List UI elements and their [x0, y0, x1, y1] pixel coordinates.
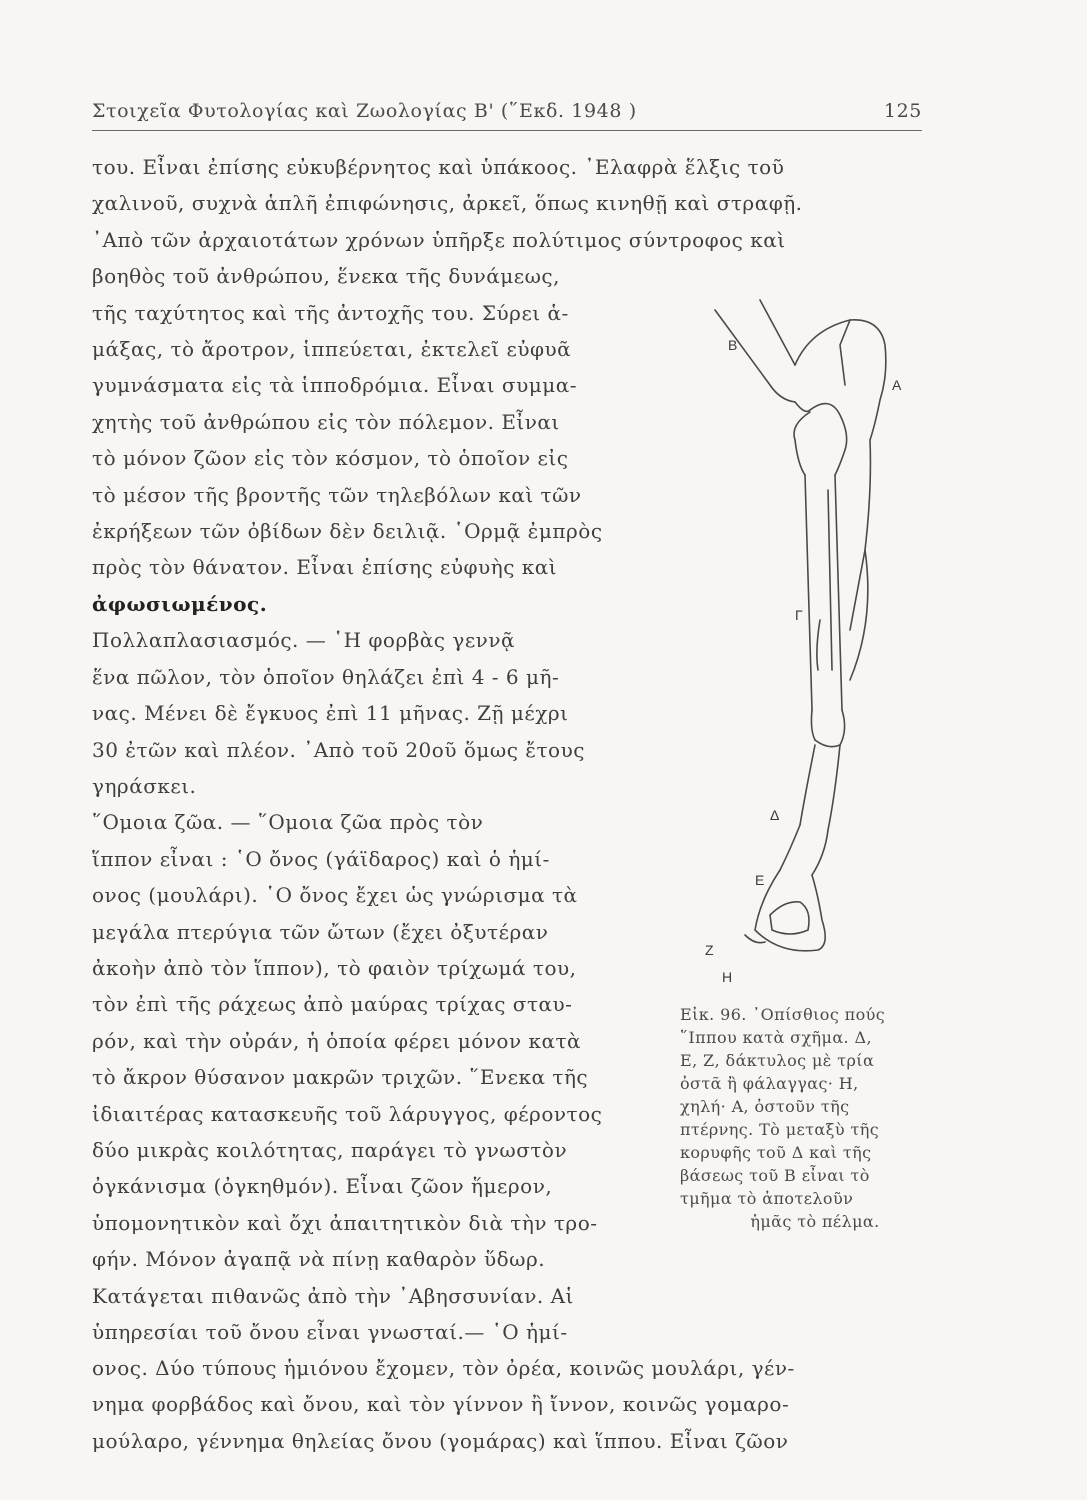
text-line: μεγάλα πτερύγια τῶν ὤτων (ἔχει ὀξυτέραν: [92, 919, 549, 944]
bone-outline: [715, 300, 886, 951]
text-line: ἕνα πῶλον, τὸν ὁποῖον θηλάζει ἐπὶ 4 - 6 μῆ-: [92, 664, 560, 689]
label-h: Η: [722, 969, 733, 985]
section-heading-line: ῞Ομοια ζῶα. — ῞Ομοια ζῶα πρὸς τὸν: [92, 810, 484, 835]
text-line: ᾿Απὸ τῶν ἀρχαιοτάτων χρόνων ὑπῆρξε πολύτιμος σύντροφος καὶ: [92, 227, 786, 252]
text-line: νας. Μένει δὲ ἔγκυος ἐπὶ 11 μῆνας. Ζῇ μέχρι: [92, 701, 569, 726]
header-title: Στοιχεῖα Φυτολογίας καὶ Ζωολογίας Β' (῞Εκδ. 1948 ): [92, 100, 637, 122]
caption-line: βάσεως τοῦ Β εἶναι τὸ: [680, 1166, 870, 1185]
label-a: Α: [892, 377, 902, 393]
text-line: ὀγκάνισμα (ὀγκηθμόν). Εἶναι ζῶον ἥμερον,: [92, 1174, 553, 1199]
text-line: ἰδιαιτέρας κατασκευῆς τοῦ λάρυγγος, φέροντος: [92, 1101, 603, 1126]
label-e: Ε: [755, 872, 765, 888]
text-line: τῆς ταχύτητος καὶ τῆς ἀντοχῆς του. Σύρει ἁ-: [92, 300, 569, 325]
text-line: ονος. Δύο τύπους ἡμιόνου ἔχομεν, τὸν ὀρέα, κοινῶς μουλάρι, γέν-: [92, 1356, 795, 1380]
figure-caption: [680, 1003, 950, 1233]
text-line: 30 ἐτῶν καὶ πλέον. ᾿Απὸ τοῦ 20οῦ ὅμως ἔτους: [92, 737, 585, 762]
text-line: ρόν, καὶ τὴν οὐράν, ἡ ὁποία φέρει μόνον κατὰ: [92, 1028, 582, 1053]
text-line: φήν. Μόνον ἀγαπᾷ νὰ πίνῃ καθαρὸν ὕδωρ.: [92, 1247, 546, 1272]
text-line: ἀκοὴν ἀπὸ τὸν ἵππον), τὸ φαιὸν τρίχωμά του,: [92, 955, 577, 980]
label-d: Δ: [770, 807, 780, 823]
text-line: τὸν ἐπὶ τῆς ράχεως ἀπὸ μαύρας τρίχας σταυ-: [92, 992, 573, 1017]
caption-line: Ε, Ζ, δάκτυλος μὲ τρία: [680, 1051, 875, 1070]
text-line: γηράσκει.: [92, 773, 197, 798]
text-line: τὸ μέσον τῆς βροντῆς τῶν τηλεβόλων καὶ τῶν: [92, 482, 582, 507]
text-line: πρὸς τὸν θάνατον. Εἶναι ἐπίσης εὐφυὴς καὶ: [92, 555, 558, 580]
label-z: Ζ: [705, 942, 714, 958]
caption-line: πτέρνης. Τὸ μεταξὺ τῆς: [680, 1120, 880, 1139]
text-line: μούλαρο, γέννημα θηλείας ὄνου (γομάρας) καὶ ἵππου. Εἶναι ζῶον: [92, 1428, 789, 1453]
caption-line: ῞Ιππου κατὰ σχῆμα. Δ,: [680, 1028, 872, 1047]
text-line: τὸ μόνον ζῶον εἰς τὸν κόσμον, τὸ ὁποῖον εἰς: [92, 446, 569, 471]
full-width-text: [92, 1350, 942, 1459]
text-line: χητὴς τοῦ ἀνθρώπου εἰς τὸν πόλεμον. Εἶναι: [92, 409, 560, 434]
text-line: δύο μικρὰς κοιλότητας, παράγει τὸ γνωστὸν: [92, 1137, 568, 1162]
text-line: ονος (μουλάρι). ῾Ο ὄνος ἔχει ὡς γνώρισμα τὰ: [92, 883, 578, 908]
section-heading-line: Πολλαπλασιασμός. — ῾Η φορβὰς γεννᾷ: [92, 628, 515, 653]
label-b: Β: [728, 337, 738, 353]
caption-line: Εἰκ. 96. ᾿Οπίσθιος πούς: [680, 1005, 886, 1024]
horse-hind-foot-figure: [700, 290, 950, 990]
text-line: μάξας, τὸ ἄροτρον, ἱππεύεται, ἐκτελεῖ εὐφυᾶ: [92, 337, 572, 362]
text-line: γυμνάσματα εἰς τὰ ἱπποδρόμια. Εἶναι συμμα-: [92, 373, 577, 398]
text-line: χαλινοῦ, συχνὰ ἁπλῆ ἐπιφώνησις, ἀρκεῖ, ὅπως κινηθῇ καὶ στραφῇ.: [92, 191, 803, 216]
text-line: ἐκρήξεων τῶν ὀβίδων δὲν δειλιᾷ. ῾Ορμᾷ ἐμπρὸς: [92, 519, 603, 544]
caption-line: ἡμᾶς τὸ πέλμα.: [750, 1212, 880, 1231]
caption-line: τμῆμα τὸ ἀποτελοῦν: [680, 1189, 854, 1208]
page-number: 125: [883, 100, 922, 122]
text-line: του. Εἶναι ἐπίσης εὐκυβέρνητος καὶ ὑπάκοος. ᾿Ελαφρὰ ἕλξις τοῦ: [92, 155, 785, 179]
text-line: Κατάγεται πιθανῶς ἀπὸ τὴν ᾿Αβησσυνίαν. Αἱ: [92, 1283, 574, 1308]
caption-line: ὀστᾶ ἢ φάλαγγας· Η,: [680, 1074, 859, 1093]
text-line: ὑπηρεσίαι τοῦ ὄνου εἶναι γνωσταί.— ῾Ο ἡμί-: [92, 1320, 568, 1344]
running-header: [92, 100, 922, 122]
label-c: Γ: [795, 607, 803, 623]
text-line: νημα φορβάδος καὶ ὄνου, καὶ τὸν γίννον ἢ ἴννον, κοινῶς γομαρο-: [92, 1392, 790, 1417]
header-rule: [92, 130, 922, 131]
text-line: βοηθὸς τοῦ ἀνθρώπου, ἕνεκα τῆς δυνάμεως,: [92, 264, 560, 289]
text-line: ἵππον εἶναι : ῾Ο ὄνος (γάϊδαρος) καὶ ὁ ἡμί-: [92, 846, 550, 871]
text-line: ὑπομονητικὸν καὶ ὄχι ἀπαιτητικὸν διὰ τὴν τρο-: [92, 1210, 598, 1235]
text-line: τὸ ἄκρον θύσανον μακρῶν τριχῶν. ῞Ενεκα τῆς: [92, 1065, 589, 1090]
text-line: ἀφωσιωμένος.: [92, 591, 268, 616]
caption-line: κορυφῆς τοῦ Δ καὶ τῆς: [680, 1143, 872, 1162]
caption-line: χηλή· Α, ὀστοῦν τῆς: [680, 1097, 850, 1116]
